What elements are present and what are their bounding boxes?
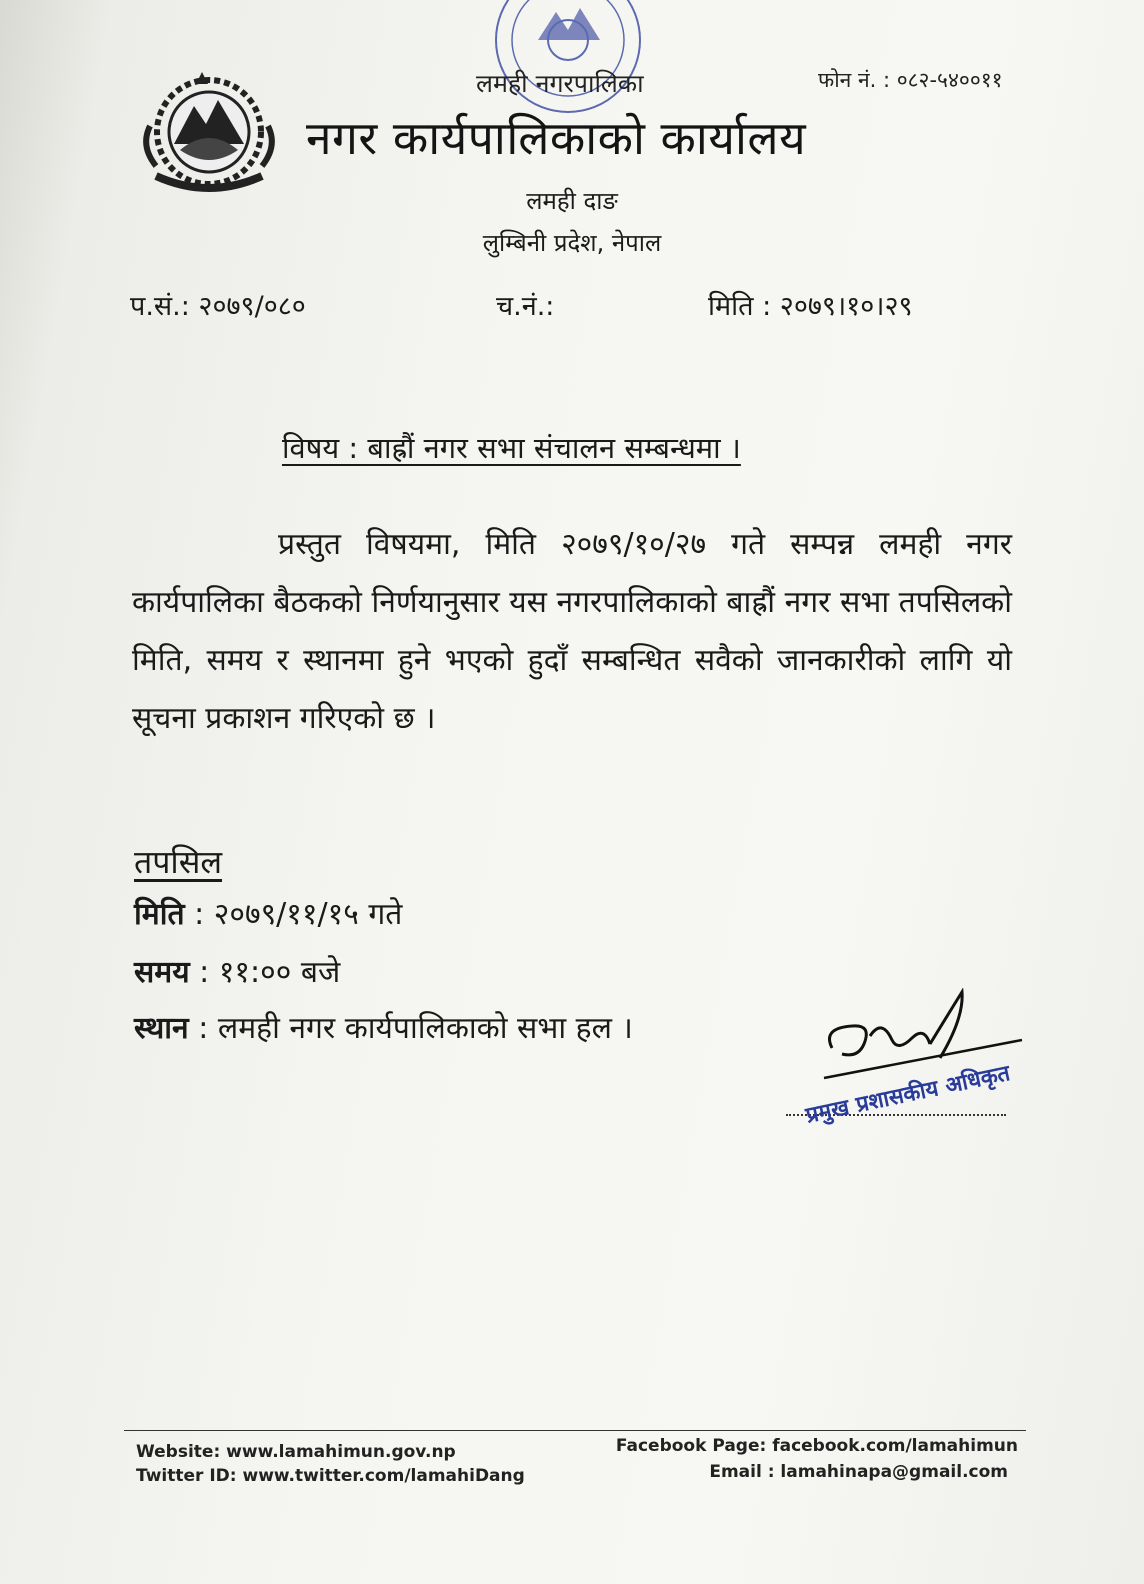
schedule-place bbox=[134, 1006, 633, 1047]
schedule-date-label: मिति bbox=[134, 897, 185, 932]
letter-date: मिति : २०७९।१०।२९ bbox=[708, 291, 913, 322]
municipality-name: लमही नगरपालिका bbox=[476, 69, 644, 98]
schedule-heading: तपसिल bbox=[134, 843, 223, 881]
nepal-emblem-icon bbox=[136, 66, 282, 200]
schedule-time bbox=[134, 950, 340, 991]
footer-email: Email : lamahinapa@gmail.com bbox=[709, 1462, 1008, 1482]
schedule-place-value: : लमही नगर कार्यपालिकाको सभा हल । bbox=[198, 1011, 633, 1046]
office-title: नगर कार्यपालिकाको कार्यालय bbox=[306, 111, 807, 165]
subject-line: विषय : बाह्रौं नगर सभा संचालन सम्बन्धमा । bbox=[282, 431, 741, 465]
signatory-title: प्रमुख प्रशासकीय अधिकृत bbox=[803, 1061, 1013, 1129]
office-stamp-icon bbox=[468, 0, 658, 120]
schedule-time-value: : ११:०० बजे bbox=[199, 955, 341, 990]
schedule-time-label: समय bbox=[134, 955, 190, 990]
address-line-2: लुम्बिनी प्रदेश, नेपाल bbox=[482, 229, 662, 257]
schedule-place-label: स्थान bbox=[134, 1011, 189, 1046]
phone-number: फोन नं. : ०८२-५४००११ bbox=[818, 68, 1003, 92]
footer-divider bbox=[124, 1430, 1026, 1431]
dispatch-number: च.नं.: bbox=[496, 291, 555, 322]
letter-number: प.सं.: २०७९/०८० bbox=[130, 291, 306, 322]
footer-website: Website: www.lamahimun.gov.np bbox=[136, 1442, 456, 1462]
body-paragraph: प्रस्तुत विषयमा, मिति २०७९/१०/२७ गते सम्पन्न लमही नगर कार्यपालिका बैठकको निर्णयानुसार यस नगरपालिकाको बाह्रौं नगर सभा तपसिलको मिति, समय र स्थानमा हुने भएको हुदाँ सम्बन्धित सवैको जानकारीको लागि यो सूचना प्रकाशन गरिएको छ । bbox=[132, 527, 1012, 736]
footer-twitter: Twitter ID: www.twitter.com/lamahiDang bbox=[136, 1466, 525, 1486]
schedule-date-value: : २०७९/११/१५ गते bbox=[194, 897, 403, 932]
footer-facebook: Facebook Page: facebook.com/lamahimun bbox=[615, 1436, 1018, 1456]
address-line-1: लमही दाङ bbox=[526, 187, 618, 215]
schedule-date bbox=[134, 892, 402, 933]
